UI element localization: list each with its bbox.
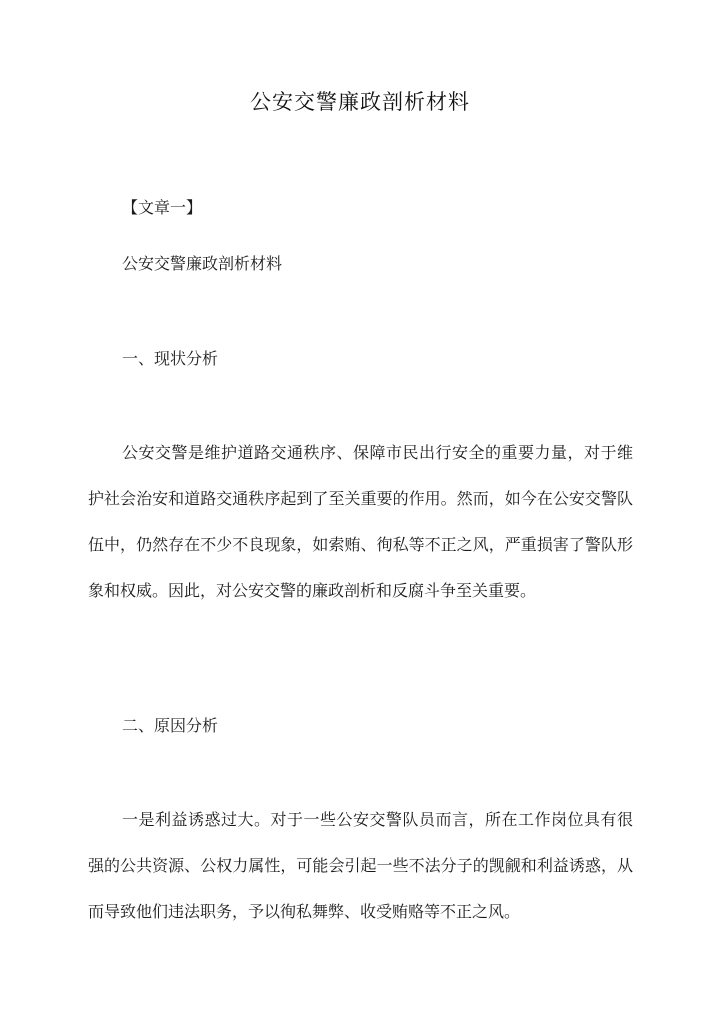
section-paragraph-status: 公安交警是维护道路交通秩序、保障市民出行安全的重要力量，对于维护社会治安和道路交通秩序起到了至关重要的作用。然而，如今在公安交警队伍中，仍然存在不少不良现象，如索贿、徇私等不正之风，严重损害了警队形象和权威。因此，对公安交警的廉政剖析和反腐斗争至关重要。 xyxy=(88,443,633,600)
article-label: 【文章一】 xyxy=(122,198,203,217)
document-subtitle: 公安交警廉政剖析材料 xyxy=(122,254,283,273)
document-title: 公安交警廉政剖析材料 xyxy=(250,90,470,114)
section-heading-causes: 二、原因分析 xyxy=(122,716,219,735)
section-paragraph-causes: 一是利益诱惑过大。对于一些公安交警队员而言，所在工作岗位具有很强的公共资源、公权力属性，可能会引起一些不法分子的觊觎和利益诱惑，从而导致他们违法职务，予以徇私舞弊、收受贿赂等不正之风。 xyxy=(88,810,633,921)
section-heading-status: 一、现状分析 xyxy=(122,349,219,368)
